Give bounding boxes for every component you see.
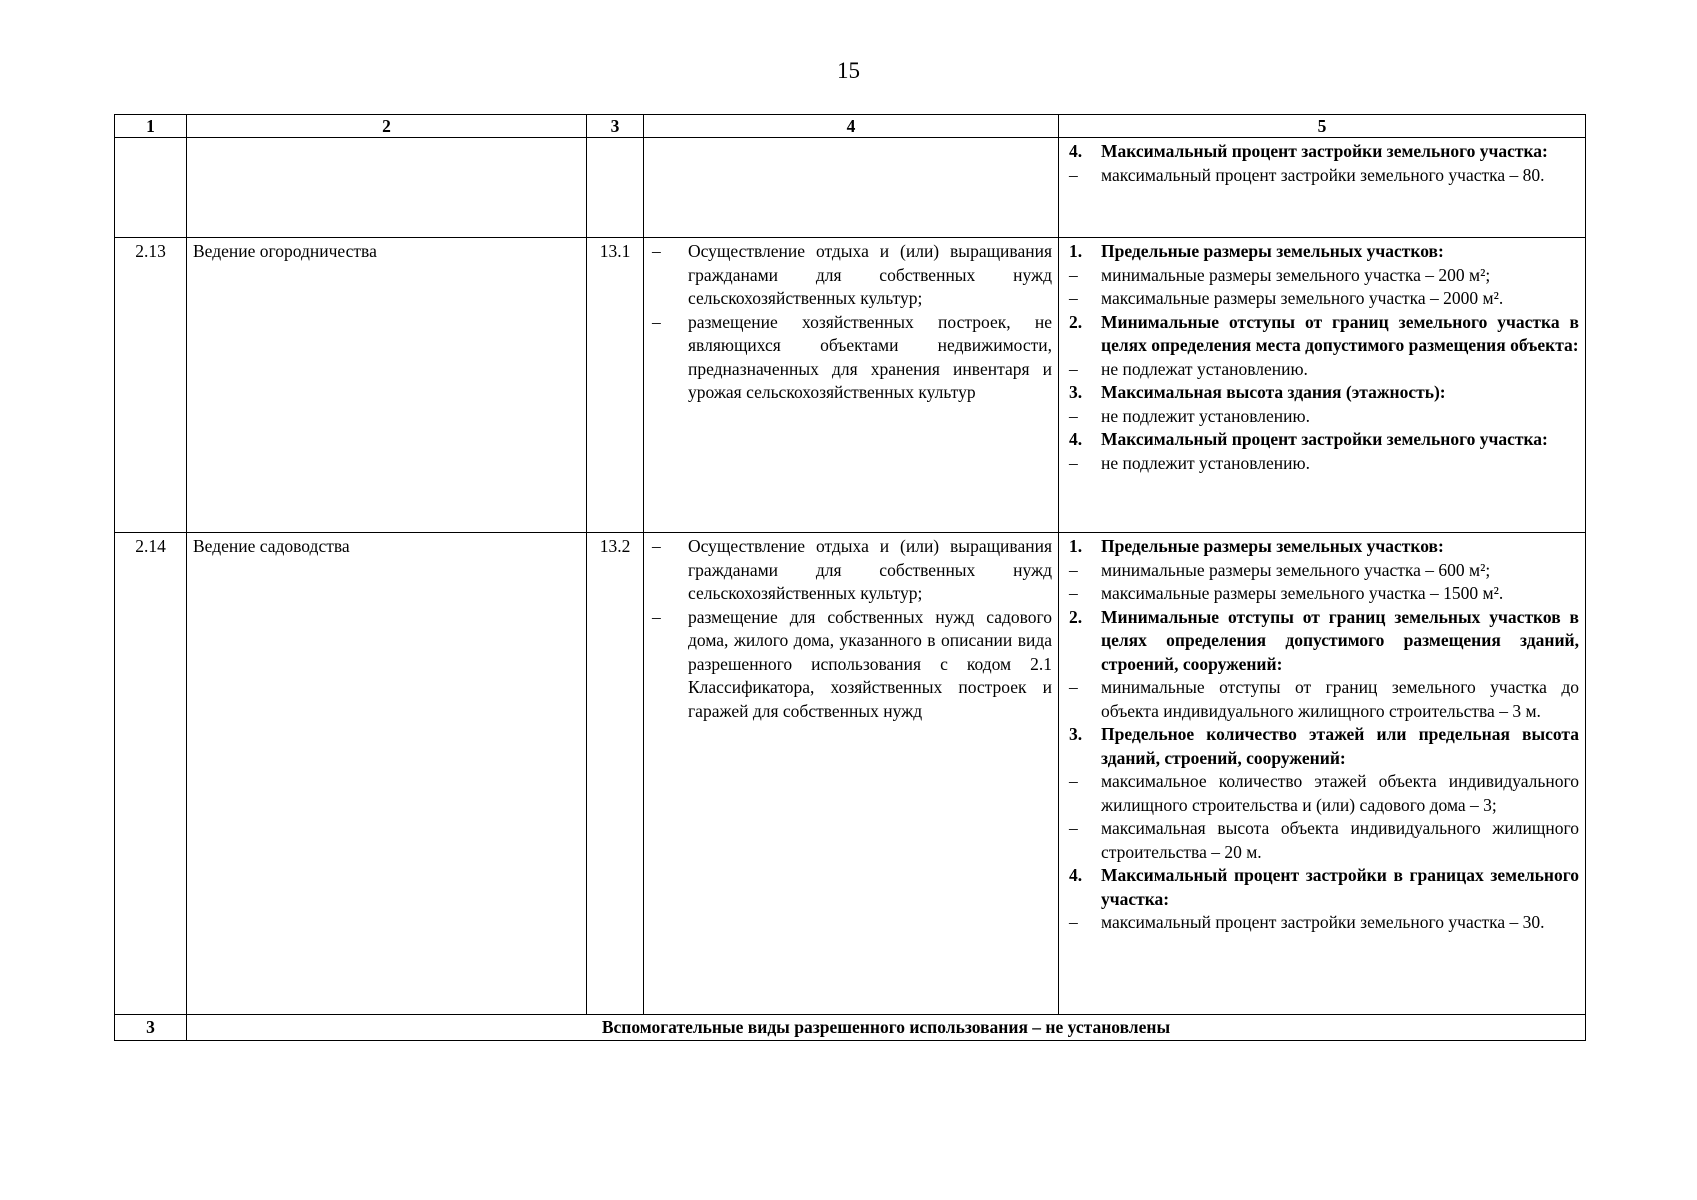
item-text: Предельные размеры земельных участков: — [1101, 536, 1444, 556]
item-text: Предельное количество этажей или предельная высота зданий, строений, сооружений: — [1101, 724, 1579, 768]
item-number: 4. — [1069, 429, 1083, 449]
dash-marker: – — [1069, 452, 1078, 473]
param-item — [1065, 264, 1579, 288]
continuation-row — [115, 138, 1586, 238]
item-text: максимальный процент застройки земельного участка – 30. — [1101, 912, 1545, 932]
dash-marker: – — [1069, 405, 1078, 426]
column-header: 2 — [187, 115, 587, 138]
param-heading — [1065, 240, 1579, 264]
item-text: Максимальная высота здания (этажность): — [1101, 382, 1446, 402]
table-footer-row — [115, 1015, 1586, 1041]
dash-marker: – — [1069, 358, 1078, 379]
description-cell — [644, 533, 1059, 1015]
item-text: Максимальный процент застройки в границах земельного участка: — [1101, 865, 1579, 909]
column-header: 4 — [644, 115, 1059, 138]
page-number: 15 — [837, 58, 860, 83]
item-text: Максимальный процент застройки земельного участка: — [1101, 429, 1548, 449]
use-type-code: 13.1 — [587, 238, 644, 533]
param-heading — [1065, 864, 1579, 911]
column-header: 1 — [115, 115, 187, 138]
param-heading — [1065, 535, 1579, 559]
dash-marker: – — [652, 241, 661, 261]
param-item — [1065, 405, 1579, 429]
item-text: минимальные размеры земельного участка – 600 м²; — [1101, 559, 1491, 580]
param-item — [1065, 770, 1579, 817]
item-text: не подлежит установлению. — [1101, 405, 1310, 426]
description-item — [650, 535, 1052, 606]
param-item — [1065, 287, 1579, 311]
item-text: максимальная высота объекта индивидуального жилищного строительства – 20 м. — [1101, 818, 1579, 862]
dash-marker: – — [1069, 583, 1078, 603]
item-text: не подлежит установлению. — [1101, 452, 1310, 473]
item-text: минимальные отступы от границ земельного участка до объекта индивидуального жилищного строительства – 3 м. — [1101, 677, 1579, 721]
description-item — [650, 240, 1052, 311]
param-item — [1065, 676, 1579, 723]
footer-number: 3 — [115, 1015, 187, 1041]
param-item — [1065, 817, 1579, 864]
item-text: минимальные размеры земельного участка – 200 м²; — [1101, 264, 1491, 285]
description-text: размещение для собственных нужд садового дома, жилого дома, указанного в описании вида разрешенного использования с кодом 2.1 Классификатора, хозяйственных построек и гаражей для собственных нужд — [688, 606, 1052, 721]
item-text: Минимальные отступы от границ земельных участков в целях определения допустимого размещения зданий, строений, сооружений: — [1101, 606, 1579, 674]
param-item — [1065, 911, 1579, 935]
param-heading — [1065, 381, 1579, 405]
item-text: максимальный процент застройки земельного участка – 80. — [1101, 164, 1545, 185]
item-number: 3. — [1069, 382, 1083, 402]
param-heading — [1065, 723, 1579, 770]
cell-empty — [115, 138, 187, 238]
param-item — [1065, 164, 1579, 188]
param-item — [1065, 582, 1579, 606]
use-type-name: Ведение садоводства — [187, 533, 587, 1015]
item-number: 2. — [1069, 311, 1083, 332]
item-text: максимальные размеры земельного участка – 1500 м². — [1101, 583, 1504, 603]
dash-marker: – — [1069, 677, 1078, 697]
item-number: 4. — [1069, 141, 1083, 161]
description-text: размещение хозяйственных построек, не являющихся объектами недвижимости, предназначенных для хранения инвентаря и урожая сельскохозяйственных культур — [688, 311, 1052, 402]
param-item — [1065, 358, 1579, 382]
row-number: 2.14 — [115, 533, 187, 1015]
param-heading — [1065, 140, 1579, 164]
dash-marker: – — [652, 311, 661, 332]
param-item — [1065, 452, 1579, 476]
dash-marker: – — [1069, 288, 1078, 308]
use-type-name: Ведение огородничества — [187, 238, 587, 533]
param-item — [1065, 559, 1579, 583]
params-cell — [1059, 238, 1586, 533]
cell-empty — [644, 138, 1059, 238]
item-text: максимальное количество этажей объекта индивидуального жилищного строительства и (или) садового дома – 3; — [1101, 771, 1579, 815]
footer-text: Вспомогательные виды разрешенного использования – не установлены — [187, 1015, 1586, 1041]
dash-marker: – — [1069, 771, 1078, 791]
regulations-table — [114, 114, 1586, 1041]
item-text: максимальные размеры земельного участка – 2000 м². — [1101, 288, 1504, 308]
item-text: Максимальный процент застройки земельного участка: — [1101, 141, 1548, 161]
row-number: 2.13 — [115, 238, 187, 533]
column-header: 5 — [1059, 115, 1586, 138]
description-item — [650, 311, 1052, 405]
column-header: 3 — [587, 115, 644, 138]
dash-marker: – — [1069, 264, 1078, 285]
table-row — [115, 533, 1586, 1015]
dash-marker: – — [1069, 912, 1078, 932]
item-text: Предельные размеры земельных участков: — [1101, 241, 1444, 261]
param-heading — [1065, 311, 1579, 358]
dash-marker: – — [1069, 559, 1078, 580]
item-number: 1. — [1069, 536, 1083, 556]
item-number: 4. — [1069, 865, 1083, 885]
item-number: 2. — [1069, 606, 1083, 627]
param-heading — [1065, 428, 1579, 452]
item-number: 3. — [1069, 724, 1083, 744]
dash-marker: – — [1069, 818, 1078, 838]
description-text: Осуществление отдыха и (или) выращивания гражданами для собственных нужд сельскохозяйственных культур; — [688, 536, 1052, 603]
description-text: Осуществление отдыха и (или) выращивания гражданами для собственных нужд сельскохозяйственных культур; — [688, 241, 1052, 308]
table-header-row — [115, 115, 1586, 138]
params-cell — [1059, 533, 1586, 1015]
dash-marker: – — [652, 536, 661, 556]
dash-marker: – — [1069, 164, 1078, 185]
params-cell — [1059, 138, 1586, 238]
item-text: Минимальные отступы от границ земельного участка в целях определения места допустимого размещения объекта: — [1101, 311, 1579, 355]
param-heading — [1065, 606, 1579, 677]
cell-empty — [587, 138, 644, 238]
table-row — [115, 238, 1586, 533]
item-text: не подлежат установлению. — [1101, 358, 1308, 379]
item-number: 1. — [1069, 241, 1083, 261]
cell-empty — [187, 138, 587, 238]
description-item — [650, 606, 1052, 724]
description-cell — [644, 238, 1059, 533]
dash-marker: – — [652, 606, 661, 627]
use-type-code: 13.2 — [587, 533, 644, 1015]
